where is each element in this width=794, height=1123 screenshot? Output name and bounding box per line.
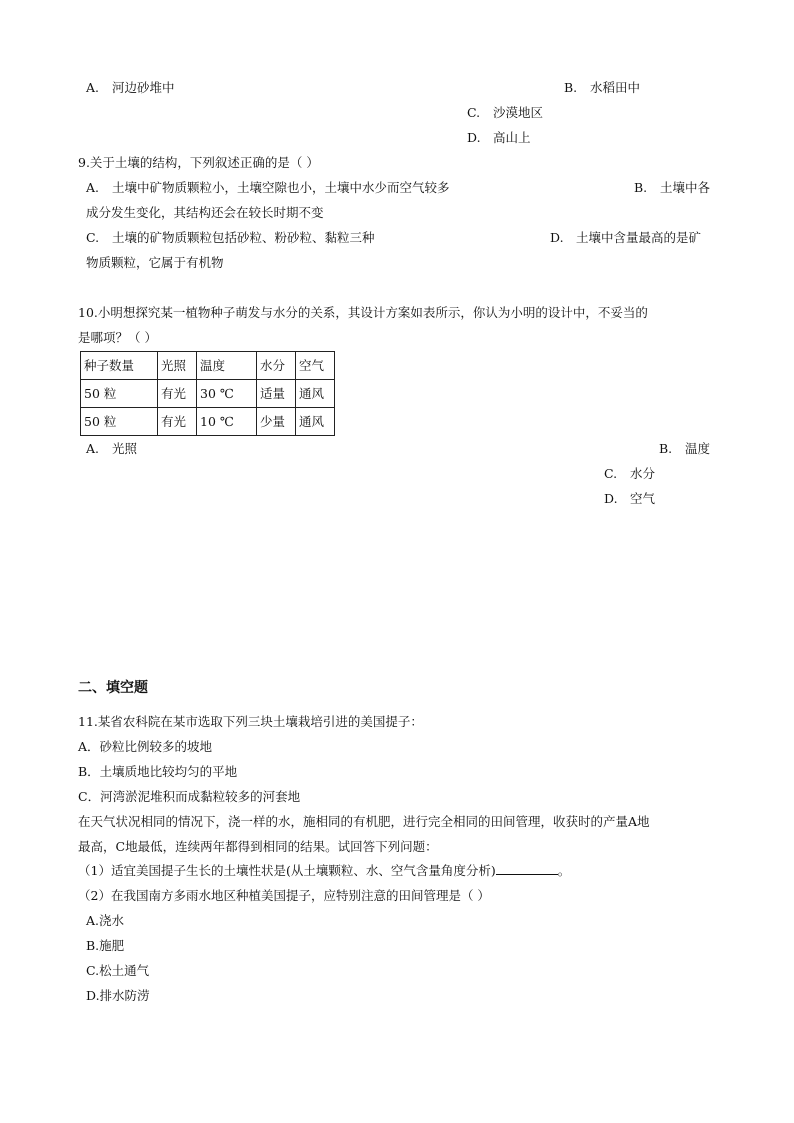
q8-option-c-text: 沙漠地区 [493, 105, 544, 120]
q11-choice-a: A.浇水 [86, 913, 125, 928]
q10-option-d-text: 空气 [630, 491, 656, 506]
q11-subquestion-1-end: 。 [557, 863, 571, 878]
q9-option-a [86, 179, 450, 197]
q11-subquestion-1-text: （1）适宜美国提子生长的土壤性状是(从土壤颗粒、水、空气含量角度分析) [78, 863, 496, 878]
experiment-table [80, 351, 335, 436]
table-header-cell: 温度 [197, 352, 257, 380]
q10-option-d-letter: D. [604, 491, 618, 506]
q10-option-c [604, 465, 655, 483]
q9-option-a-letter: A. [86, 180, 100, 195]
q9-option-d-letter: D. [550, 230, 564, 245]
q10-option-b [659, 440, 710, 458]
table-row [81, 408, 335, 436]
q8-option-c [467, 104, 543, 122]
q9-option-b-text: 土壤中各 [660, 180, 711, 195]
table-cell: 30 ℃ [197, 380, 257, 408]
q10-stem-line2: 是哪项？（ ） [78, 330, 157, 345]
q10-option-c-letter: C. [604, 466, 618, 481]
table-header-cell: 光照 [158, 352, 197, 380]
q11-paragraph-line2: 最高，C地最低，连续两年都得到相同的结果。试回答下列问题： [78, 839, 438, 854]
q8-option-a-text: 河边砂堆中 [112, 80, 175, 95]
q8-option-a [86, 79, 175, 97]
q8-option-c-letter: C. [467, 105, 481, 120]
q10-stem-line1: 10.小明想探究某一植物种子萌发与水分的关系，其设计方案如表所示，你认为小明的设计中，不妥当的 [78, 305, 648, 320]
table-cell: 有光 [158, 408, 197, 436]
table-header-row [81, 352, 335, 380]
q8-option-d [467, 129, 531, 147]
q8-option-b-letter: B. [564, 80, 578, 95]
q9-stem: 9.关于土壤的结构，下列叙述正确的是（ ） [78, 155, 319, 170]
q9-option-a-text: 土壤中矿物质颗粒小，土壤空隙也小，土壤中水少而空气较多 [112, 180, 450, 195]
q8-option-b [564, 79, 640, 97]
table-cell: 通风 [296, 380, 335, 408]
table-cell: 10 ℃ [197, 408, 257, 436]
q11-choice-d: D.排水防涝 [86, 988, 150, 1003]
q10-option-b-letter: B. [659, 441, 673, 456]
q9-option-d-text: 土壤中含量最高的是矿 [576, 230, 702, 245]
table-cell: 50 粒 [81, 408, 158, 436]
q10-option-c-text: 水分 [630, 466, 656, 481]
q9-option-d [550, 229, 701, 247]
q10-option-a [86, 440, 137, 458]
table-row [81, 380, 335, 408]
q9-option-c-text: 土壤的矿物质颗粒包括砂粒、粉砂粒、黏粒三种 [112, 230, 375, 245]
q10-option-a-letter: A. [86, 441, 100, 456]
q10-option-a-text: 光照 [112, 441, 138, 456]
q11-subquestion-2: （2）在我国南方多雨水地区种植美国提子，应特别注意的田间管理是（ ） [78, 888, 490, 903]
answer-blank[interactable] [496, 862, 558, 875]
table-cell: 少量 [257, 408, 296, 436]
table-header-cell: 水分 [257, 352, 296, 380]
q8-option-a-letter: A. [86, 80, 100, 95]
q9-option-c-letter: C. [86, 230, 100, 245]
q11-subquestion-1 [78, 862, 570, 880]
q9-option-b [634, 179, 710, 197]
table-cell: 适量 [257, 380, 296, 408]
q9-option-b-continued: 成分发生变化，其结构还会在较长时期不变 [86, 205, 324, 220]
q8-option-b-text: 水稻田中 [590, 80, 641, 95]
q11-field-a: A．砂粒比例较多的坡地 [78, 739, 213, 754]
q8-option-d-text: 高山上 [493, 130, 531, 145]
table-cell: 50 粒 [81, 380, 158, 408]
q11-field-c: C．河湾淤泥堆积而成黏粒较多的河套地 [78, 789, 301, 804]
table-cell: 有光 [158, 380, 197, 408]
q11-choice-b: B.施肥 [86, 938, 125, 953]
q11-choice-c: C.松土通气 [86, 963, 150, 978]
q10-option-b-text: 温度 [685, 441, 711, 456]
section-title: 二、填空题 [78, 680, 148, 696]
q10-option-d [604, 490, 655, 508]
q8-option-d-letter: D. [467, 130, 481, 145]
table-cell: 通风 [296, 408, 335, 436]
q9-option-b-letter: B. [634, 180, 648, 195]
q11-field-b: B．土壤质地比较均匀的平地 [78, 764, 238, 779]
table-header-cell: 种子数量 [81, 352, 158, 380]
q9-option-d-continued: 物质颗粒，它属于有机物 [86, 255, 224, 270]
q9-option-c [86, 229, 375, 247]
table-header-cell: 空气 [296, 352, 335, 380]
q11-stem: 11.某省农科院在某市选取下列三块土壤栽培引进的美国提子： [78, 714, 423, 729]
q11-paragraph-line1: 在天气状况相同的情况下，浇一样的水，施相同的有机肥，进行完全相同的田间管理，收获时的产量A地 [78, 814, 650, 829]
